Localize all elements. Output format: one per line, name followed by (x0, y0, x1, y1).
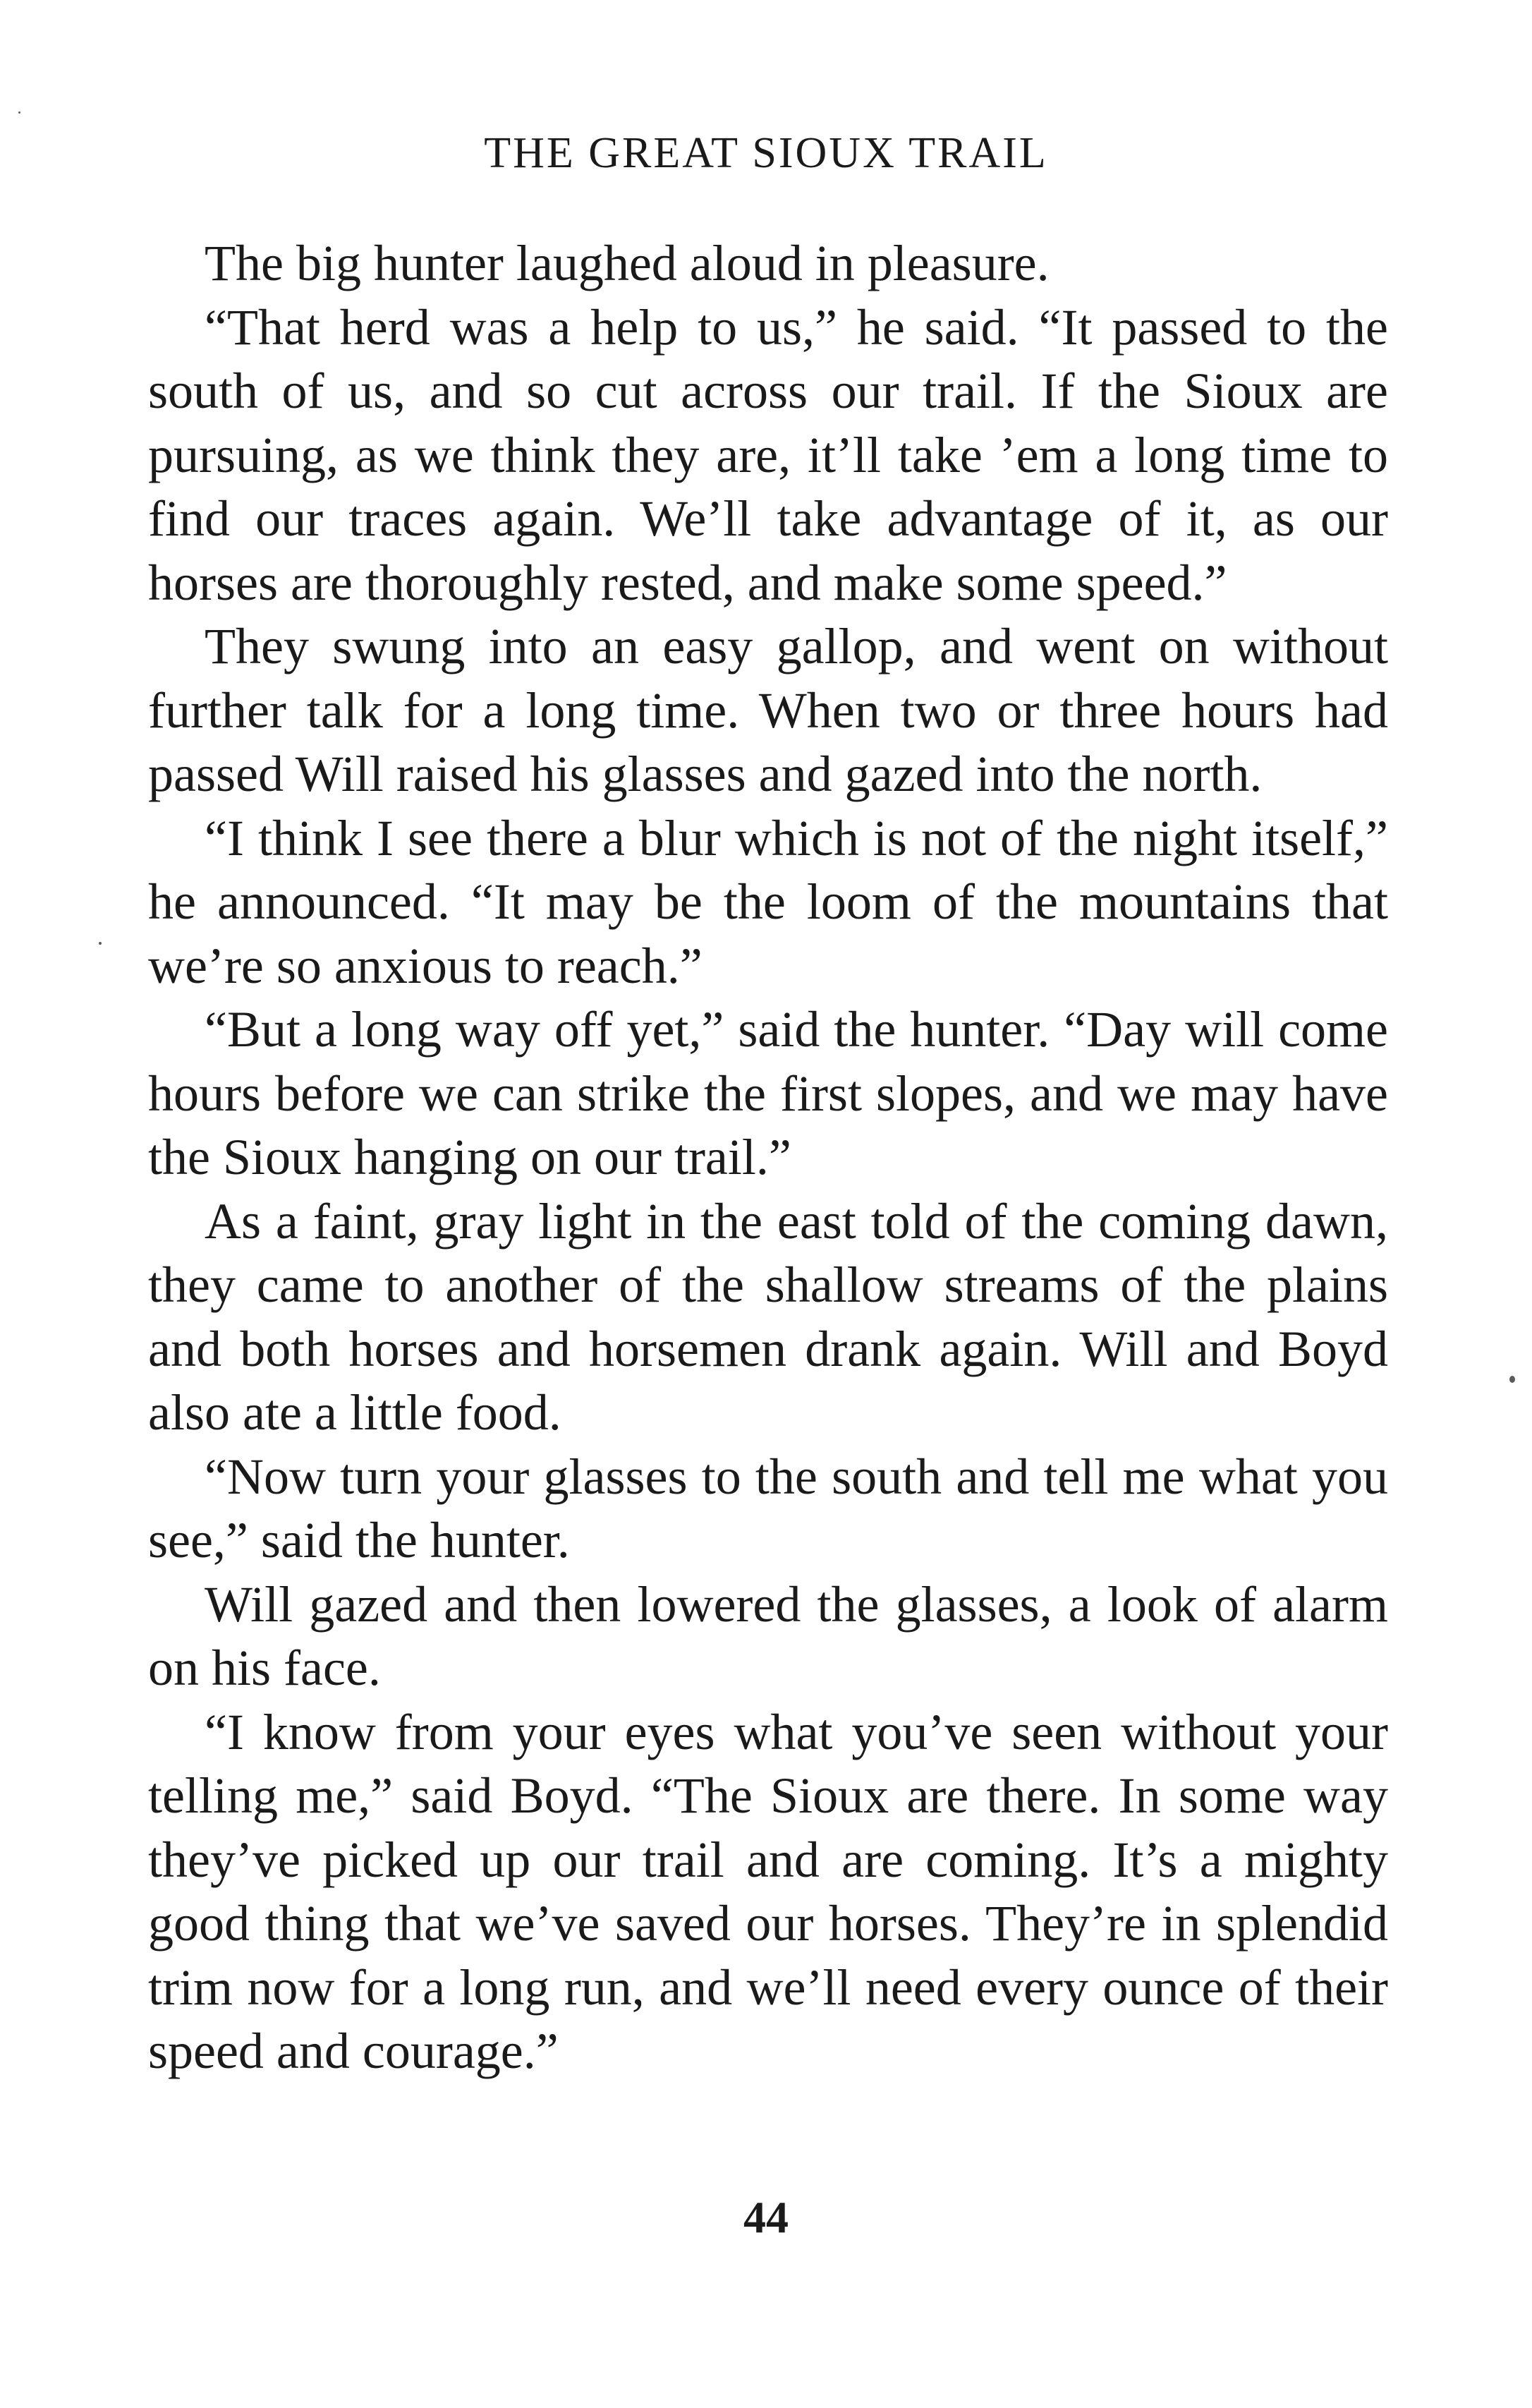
paragraph: “I think I see there a blur which is not of the night itself,” he announced. “It may be the loom of the mountains that we’re so anxious to reach.” (148, 809, 1388, 994)
paragraph: “But a long way off yet,” said the hunter. “Day will come hours before we can strike the first slopes, and we may have the Sioux hanging on our trail.” (148, 1001, 1388, 1185)
paragraph: “That herd was a help to us,” he said. “It passed to the south of us, and so cut across our trail. If the Sioux are pursuing, as we think they are, it’ll take ’em a long time to find our traces again. We’ll take advantage of it, as our horses are thoroughly rested, and make some speed.” (148, 298, 1388, 611)
paragraph: “Now turn your glasses to the south and tell me what you see,” said the hunter. (148, 1448, 1388, 1568)
paragraph: As a faint, gray light in the east told of the coming dawn, they came to another of the shallow streams of the plains and both horses and horsemen drank again. Will and Boyd also ate a little food. (148, 1192, 1388, 1441)
paragraph: They swung into an easy gallop, and went on without further talk for a long time. When two or three hours had passed Will raised his glasses and gazed into the north. (148, 618, 1388, 802)
scan-speck (18, 111, 20, 114)
page-number: 44 (743, 2192, 789, 2242)
scan-speck (99, 942, 102, 945)
paragraph: Will gazed and then lowered the glasses, a look of alarm on his face. (148, 1575, 1388, 1696)
page-body (148, 231, 1388, 2083)
running-head: THE GREAT SIOUX TRAIL (484, 129, 1048, 177)
paragraph: The big hunter laughed aloud in pleasure. (205, 235, 1050, 291)
paragraph: “I know from your eyes what you’ve seen without your telling me,” said Boyd. “The Sioux are there. In some way they’ve picked up our trail and are coming. It’s a mighty good thing that we’ve saved our horses. They’re in splendid trim now for a long run, and we’ll need every ounce of their speed and courage.” (148, 1703, 1388, 2079)
scan-speck (1509, 1376, 1515, 1383)
